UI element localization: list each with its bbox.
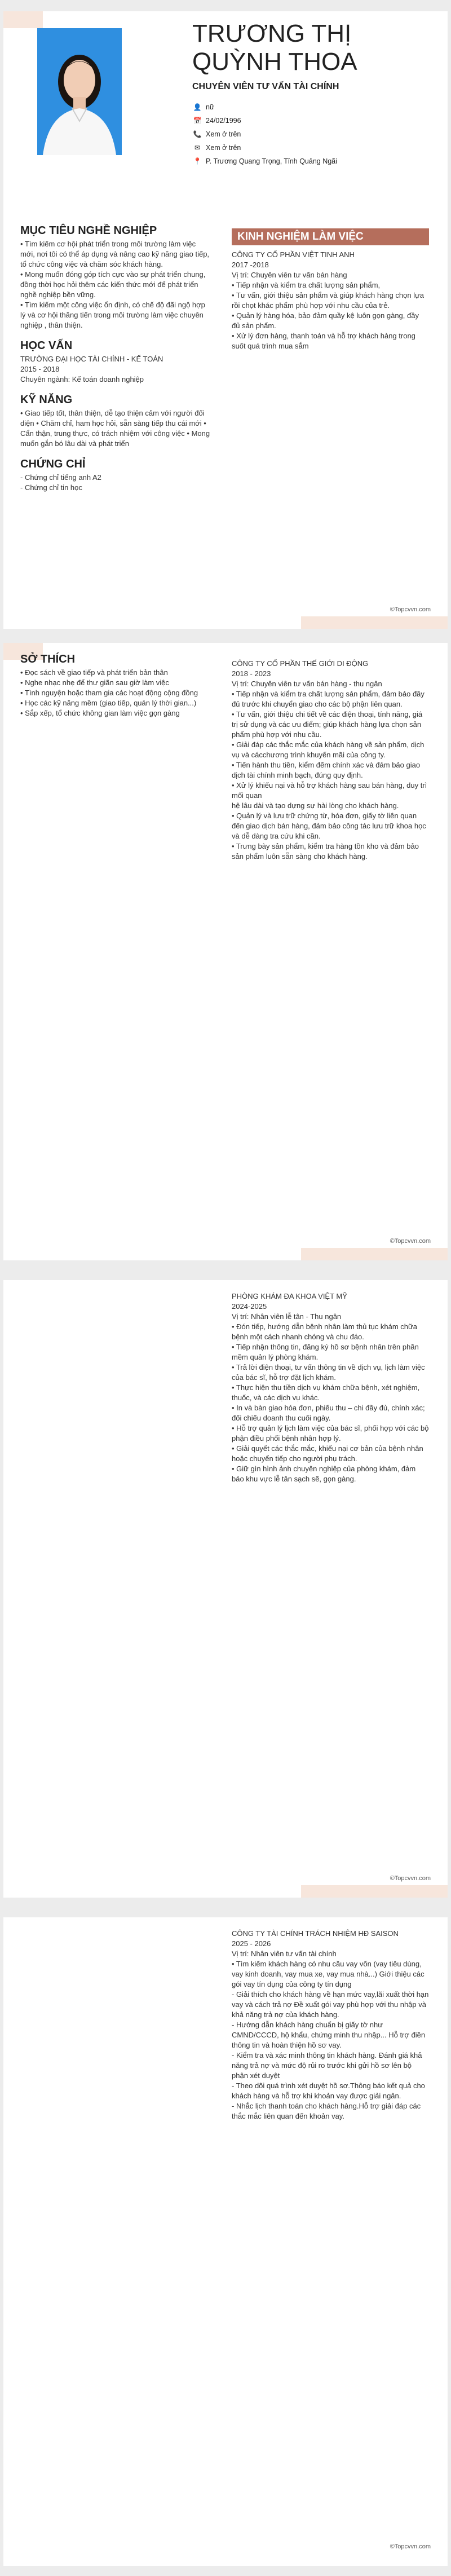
objective-line: • Mong muốn đóng góp tích cực vào sự phát triển chung, đồng thời học hỏi thêm các kiến thức mới để phát triển nghề nghiệp bền vững. bbox=[20, 270, 206, 299]
corner-decoration bbox=[301, 1248, 448, 1260]
job-line: • Tư vấn, giới thiệu sản phẩm và giúp khách hàng chọn lựa rồi chọt khác phẩm phù hợp với nhu cầu của trẻ. bbox=[232, 291, 425, 310]
dob-row bbox=[192, 114, 337, 127]
certificate-item: - Chứng chỉ tiếng anh A2 bbox=[20, 473, 101, 482]
job-line: - Theo dõi quá trình xét duyệt hồ sơ.Thông báo kết quả cho khách hàng và hỗ trợ khi khoản vay được giải ngân. bbox=[232, 2081, 425, 2100]
corner-decoration bbox=[3, 11, 43, 28]
full-name bbox=[192, 20, 357, 76]
hobby-line: • Đọc sách về giao tiếp và phát triển bản thân bbox=[20, 668, 168, 677]
company-name: CÔNG TY TÀI CHÍNH TRÁCH NHIỆM HĐ SAISON bbox=[232, 1929, 399, 1938]
email-row[interactable] bbox=[192, 141, 337, 155]
hobby-line: • Học các kỹ năng mềm (giao tiếp, quản lý thời gian...) bbox=[20, 699, 197, 707]
experience-item bbox=[232, 250, 429, 351]
job-years: 2017 -2018 bbox=[232, 261, 269, 269]
corner-decoration bbox=[301, 1885, 448, 1898]
job-line: • Đón tiếp, hướng dẫn bệnh nhân làm thủ tục khám chữa bệnh một cách nhanh chóng và chu đáo. bbox=[232, 1322, 417, 1341]
experience-heading: KINH NGHIỆM LÀM VIỆC bbox=[232, 228, 429, 245]
job-line: - Giải thích cho khách hàng về hạn mức vay,lãi xuất thời hạn vay và cách trả nợ Đề xuất gói vay phù hợp với thu nhập và khả năng trả nợ của khách hàng. bbox=[232, 1990, 429, 2019]
job-years: 2018 - 2023 bbox=[232, 669, 271, 678]
job-line: Vị trí: Nhân viên tư vấn tài chính bbox=[232, 1949, 337, 1958]
job-line: • Giải quyết các thắc mắc, khiếu nại cơ bản của bệnh nhân hoặc chuyển tiếp cho người phụ trách. bbox=[232, 1444, 423, 1463]
experience-item bbox=[232, 1291, 429, 1484]
right-column bbox=[232, 659, 429, 862]
hobbies-section bbox=[20, 654, 212, 718]
corner-decoration bbox=[301, 616, 448, 629]
footer-watermark: ©Topcvvn.com bbox=[390, 2543, 431, 2550]
job-line: • Giải đáp các thắc mắc của khách hàng về sản phẩm, dịch vụ và cácchương trình khuyến mãi của công ty. bbox=[232, 740, 425, 759]
job-line: • Quản lý và lưu trữ chứng từ, hóa đơn, giấy tờ liên quan đến giao dịch bán hàng, đảm bảo công tác lưu trữ khoa học và dễ dàng tra cứu khi cần. bbox=[232, 811, 426, 840]
job-line: • Tìm kiếm khách hàng có nhu cầu vay vốn (vay tiêu dùng, vay kinh doanh, vay mua xe, vay mua nhà...) Giới thiệu các gói vay tín dụng của công ty tín dụng bbox=[232, 1960, 425, 1988]
job-line: • Giữ gìn hình ảnh chuyên nghiệp của phòng khám, đảm bảo khu vực lễ tân sạch sẽ, gọn gàng. bbox=[232, 1465, 416, 1483]
job-line: • Tiếp nhận và kiểm tra chất lượng sản phẩm, đảm bảo đầy đủ trước khi chuyển giao cho các bộ phận liên quan. bbox=[232, 690, 425, 708]
user-icon: 👤 bbox=[193, 103, 202, 111]
job-line: - Kiểm tra và xác minh thông tin khách hàng. Đánh giá khả năng trả nợ và mức độ rủi ro trước khi gửi hồ sơ lên bộ phận xét duyệt bbox=[232, 2051, 422, 2080]
right-column bbox=[232, 1291, 429, 1484]
company-name: PHÒNG KHÁM ĐA KHOA VIỆT MỸ bbox=[232, 1292, 347, 1300]
experience-item bbox=[232, 659, 429, 862]
objective-line: • Tìm kiếm cơ hội phát triển trong môi trường làm việc mới, nơi tôi có thể áp dụng và nâng cao kỹ năng giao tiếp, tổ chức công việc và chăm sóc khách hàng. bbox=[20, 240, 210, 268]
education-school: TRƯỜNG ĐẠI HỌC TÀI CHÍNH - KẾ TOÁN bbox=[20, 355, 163, 363]
job-line: Vị trí: Chuyên viên tư vấn bán hàng bbox=[232, 271, 347, 279]
skills-heading: KỸ NĂNG bbox=[20, 394, 73, 406]
job-line: • Thực hiện thu tiền dịch vụ khám chữa bệnh, xét nghiệm, thuốc, và các dịch vụ khác. bbox=[232, 1383, 420, 1402]
job-line: - Hướng dẫn khách hàng chuẩn bị giấy tờ như CMND/CCCD, hộ khẩu, chứng minh thu nhập... Hỗ trợ điền thông tin và hoàn thiện hồ sơ vay. bbox=[232, 2021, 426, 2049]
job-years: 2024-2025 bbox=[232, 1302, 267, 1311]
education-years: 2015 - 2018 bbox=[20, 365, 60, 373]
left-column bbox=[20, 654, 212, 729]
company-name: CÔNG TY CỔ PHẦN THẾ GIỚI DI ĐỘNG bbox=[232, 659, 369, 668]
cv-page-2 bbox=[3, 643, 448, 1260]
objective-line: • Tìm kiếm một công việc ổn định, có chế độ đãi ngộ hợp lý và cơ hội thăng tiến trong môi trường làm việc chuyên nghiệp , thân thiện. bbox=[20, 301, 205, 329]
job-line: • In và bàn giao hóa đơn, phiếu thu – chi đầy đủ, chính xác; đối chiếu doanh thu cuối ngày. bbox=[232, 1404, 425, 1422]
dob-value: 24/02/1996 bbox=[206, 117, 241, 125]
job-years: 2025 - 2026 bbox=[232, 1939, 271, 1948]
hobbies-heading: SỞ THÍCH bbox=[20, 653, 76, 665]
job-line: • Tiếp nhận thông tin, đăng ký hồ sơ bệnh nhân trên phần mềm quản lý phòng khám. bbox=[232, 1343, 419, 1361]
certificate-item: - Chứng chỉ tin học bbox=[20, 483, 82, 492]
job-line: Vị trí: Nhân viên lễ tân - Thu ngân bbox=[232, 1312, 342, 1321]
company-name: CÔNG TY CỔ PHẦN VIỆT TINH ANH bbox=[232, 250, 355, 259]
education-major: Chuyên ngành: Kế toán doanh nghiệp bbox=[20, 375, 144, 383]
job-line: • Trưng bày sản phẩm, kiểm tra hàng tồn kho và đảm bảo sản phẩm luôn sẵn sàng cho khách hàng. bbox=[232, 842, 419, 861]
address-value: P. Trương Quang Trọng, Tỉnh Quảng Ngãi bbox=[206, 157, 337, 165]
phone-icon: 📞 bbox=[193, 130, 202, 138]
job-line: • Quản lý hàng hóa, bảo đảm quầy kệ luôn gọn gàng, đầy đủ sản phẩm. bbox=[232, 311, 419, 330]
hobby-line: • Sắp xếp, tổ chức không gian làm việc gọn gàng bbox=[20, 709, 180, 717]
left-column bbox=[20, 226, 212, 503]
job-line: hệ lâu dài và tạo dựng sự hài lòng cho khách hàng. bbox=[232, 801, 399, 810]
job-line: • Xử lý đơn hàng, thanh toán và hỗ trợ khách hàng trong suốt quá trình mua sắm bbox=[232, 332, 415, 350]
profile-photo bbox=[37, 28, 122, 155]
job-line: - Nhắc lịch thanh toán cho khách hàng.Hỗ trợ giải đáp các thắc mắc liên quan đến khoản vay. bbox=[232, 2102, 421, 2120]
job-title: CHUYÊN VIÊN TƯ VẤN TÀI CHÍNH bbox=[192, 82, 339, 91]
job-line: • Tư vấn, giới thiệu chi tiết về các điện thoại, tính năng, giá trị sử dụng và các ưu điểm; giúp khách hàng lựa chọn sản phẩm phù hợp với nhu cầu. bbox=[232, 710, 423, 739]
name-line-1: TRƯƠNG THỊ bbox=[192, 20, 352, 47]
contact-info bbox=[192, 100, 337, 168]
phone-link[interactable]: Xem ở trên bbox=[206, 130, 241, 138]
phone-row[interactable] bbox=[192, 127, 337, 141]
skills-section bbox=[20, 395, 212, 449]
email-link[interactable]: Xem ở trên bbox=[206, 144, 241, 152]
job-line: Vị trí: Chuyên viên tư vấn bán hàng - thu ngân bbox=[232, 680, 382, 688]
right-column bbox=[232, 228, 429, 351]
gender-row bbox=[192, 100, 337, 114]
skills-text: • Giao tiếp tốt, thân thiện, dễ tạo thiện cảm với người đối diện • Chăm chỉ, ham học hỏi, sẵn sàng tiếp thu cái mới • Cẩn thận, trung thực, có trách nhiệm với công việc • Mong muốn gắn bó lâu dài và phát triển bbox=[20, 409, 210, 448]
objective-section bbox=[20, 226, 212, 330]
hobby-line: • Nghe nhạc nhẹ để thư giãn sau giờ làm việc bbox=[20, 678, 169, 687]
job-line: • Hỗ trợ quản lý lịch làm việc của bác sĩ, phối hợp với các bộ phận điều phối bệnh nhân hợp lý. bbox=[232, 1424, 429, 1443]
job-line: • Trả lời điện thoại, tư vấn thông tin về dịch vụ, lịch làm việc của bác sĩ, hỗ trợ đặt lịch khám. bbox=[232, 1363, 425, 1382]
right-column bbox=[232, 1929, 429, 2121]
calendar-icon: 📅 bbox=[193, 117, 202, 125]
footer-watermark: ©Topcvvn.com bbox=[390, 606, 431, 613]
job-line: • Xử lý khiếu nại và hỗ trợ khách hàng sau bán hàng, duy trì mối quan bbox=[232, 781, 427, 800]
cv-page-1 bbox=[3, 11, 448, 629]
footer-watermark: ©Topcvvn.com bbox=[390, 1238, 431, 1245]
email-icon: ✉ bbox=[194, 144, 201, 152]
certificates-heading: CHỨNG CHỈ bbox=[20, 458, 86, 470]
certificates-section bbox=[20, 459, 212, 493]
objective-heading: MỤC TIÊU NGHỀ NGHIỆP bbox=[20, 224, 157, 237]
job-line: • Tiếp nhận và kiểm tra chất lượng sản phẩm, bbox=[232, 281, 381, 289]
cv-page-3 bbox=[3, 1280, 448, 1898]
cv-page-4 bbox=[3, 1917, 448, 2566]
name-line-2: QUỲNH THOA bbox=[192, 48, 357, 76]
education-heading: HỌC VẤN bbox=[20, 339, 73, 352]
experience-item bbox=[232, 1929, 429, 2121]
job-line: • Tiến hành thu tiền, kiểm đếm chính xác và đảm bảo giao dịch tài chính minh bạch, đúng quy định. bbox=[232, 761, 421, 779]
hobby-line: • Tình nguyện hoặc tham gia các hoạt động cộng đồng bbox=[20, 689, 198, 697]
address-row bbox=[192, 155, 337, 168]
footer-watermark: ©Topcvvn.com bbox=[390, 1875, 431, 1882]
gender-value: nữ bbox=[206, 103, 215, 111]
location-icon: 📍 bbox=[193, 157, 202, 165]
education-section bbox=[20, 341, 212, 385]
